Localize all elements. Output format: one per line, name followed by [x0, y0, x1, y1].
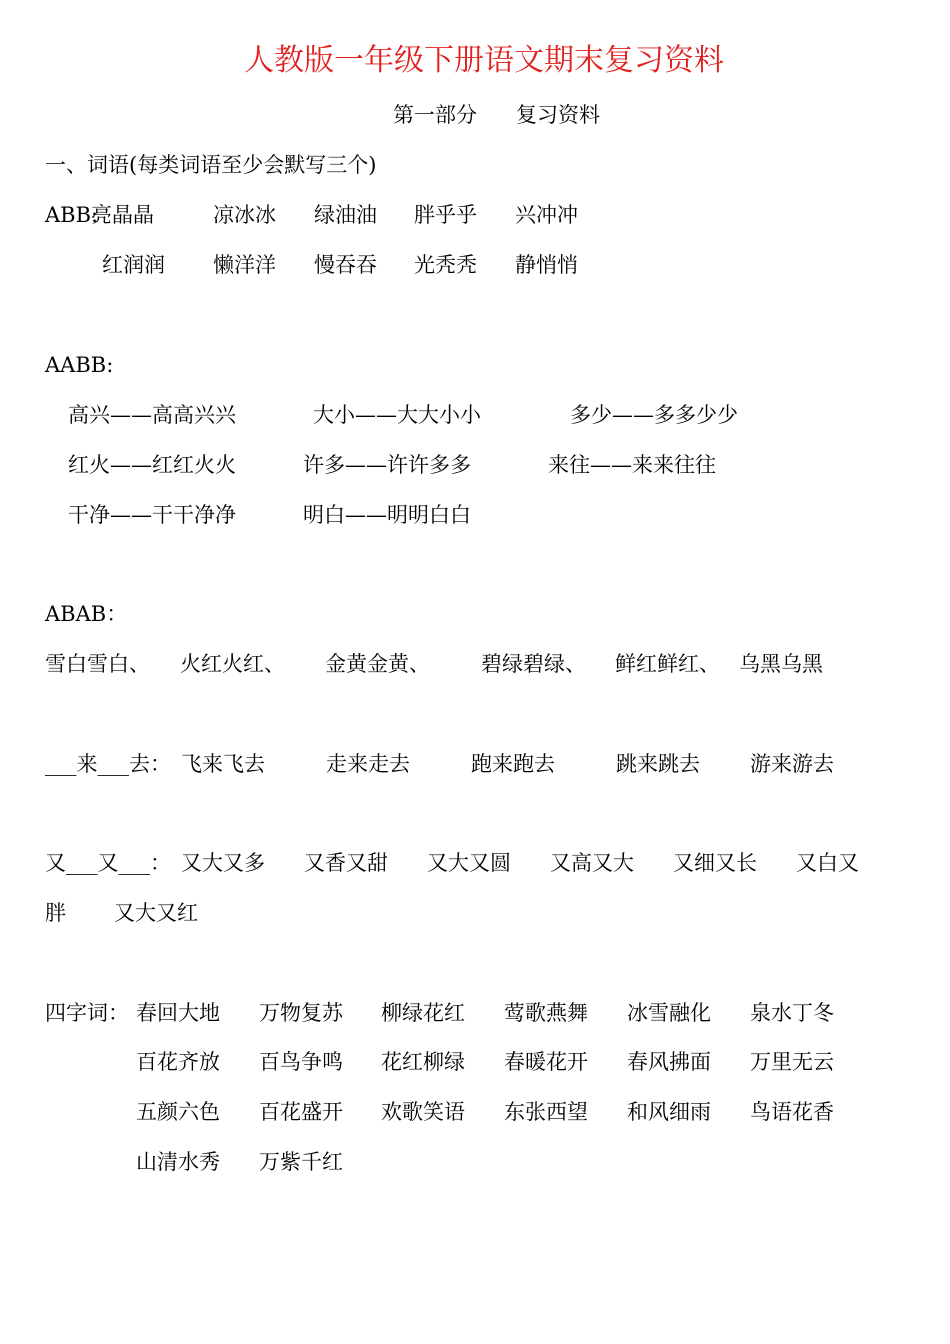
- part-heading: 第一部分: [393, 103, 477, 127]
- you-you-word: 又香又甜: [304, 851, 388, 875]
- abb-label: ABB:: [45, 203, 99, 227]
- abab-word: 碧绿碧绿、: [481, 652, 586, 676]
- four-char-word: 欢歌笑语: [381, 1100, 465, 1124]
- four-char-word: 东张西望: [504, 1100, 588, 1124]
- you-you-word: 又高又大: [550, 851, 634, 875]
- lai-qu-word: 跑来跑去: [471, 752, 555, 776]
- you-you-word: 又白又: [796, 851, 859, 875]
- abb-word: 绿油油: [314, 203, 377, 227]
- you-you-label: 又___又___：: [45, 851, 171, 875]
- lai-qu-word: 飞来飞去: [181, 752, 265, 776]
- you-you-word: 又大又红: [114, 901, 198, 925]
- four-char-word: 泉水丁冬: [750, 1001, 834, 1025]
- four-char-word: 花红柳绿: [381, 1050, 465, 1074]
- four-char-word: 春暖花开: [504, 1050, 588, 1074]
- four-char-word: 百花齐放: [136, 1050, 220, 1074]
- you-you-word: 又细又长: [673, 851, 757, 875]
- aabb-pair: 许多——许许多多: [303, 453, 471, 477]
- four-char-word: 万物复苏: [259, 1001, 343, 1025]
- four-char-label: 四字词：: [45, 1001, 129, 1025]
- abab-word: 金黄金黄、: [325, 652, 430, 676]
- abb-word: 胖乎乎: [414, 203, 477, 227]
- you-you-word: 又大又多: [181, 851, 265, 875]
- four-char-word: 春回大地: [136, 1001, 220, 1025]
- aabb-pair: 大小——大大小小: [313, 403, 481, 427]
- abab-word: 鲜红鲜红、: [615, 652, 720, 676]
- aabb-pair: 高兴——高高兴兴: [68, 403, 236, 427]
- four-char-word: 百花盛开: [259, 1100, 343, 1124]
- document-title: 人教版一年级下册语文期末复习资料: [244, 43, 724, 78]
- four-char-word: 和风细雨: [627, 1100, 711, 1124]
- abb-word: 静悄悄: [515, 253, 578, 277]
- abb-word: 慢吞吞: [314, 253, 377, 277]
- aabb-pair: 多少——多多少少: [570, 403, 738, 427]
- lai-qu-word: 走来走去: [326, 752, 410, 776]
- four-char-word: 莺歌燕舞: [504, 1001, 588, 1025]
- aabb-pair: 明白——明明白白: [303, 503, 471, 527]
- abab-word: 火红火红、: [180, 652, 285, 676]
- four-char-word: 百鸟争鸣: [259, 1050, 343, 1074]
- aabb-pair: 红火——红红火火: [68, 453, 236, 477]
- four-char-word: 冰雪融化: [627, 1001, 711, 1025]
- lai-qu-label: ___来___去：: [45, 752, 171, 776]
- lai-qu-word: 跳来跳去: [616, 752, 700, 776]
- abab-word: 雪白雪白、: [45, 652, 150, 676]
- four-char-word: 万里无云: [750, 1050, 834, 1074]
- you-you-word: 胖: [45, 901, 66, 925]
- aabb-pair: 来往——来来往往: [548, 453, 716, 477]
- abb-word: 亮晶晶: [91, 203, 154, 227]
- section-heading: 一、词语(每类词语至少会默写三个): [45, 153, 377, 177]
- abb-word: 光秃秃: [414, 253, 477, 277]
- four-char-word: 山清水秀: [136, 1150, 220, 1174]
- abb-word: 兴冲冲: [515, 203, 578, 227]
- four-char-word: 万紫千红: [259, 1150, 343, 1174]
- lai-qu-word: 游来游去: [750, 752, 834, 776]
- abb-word: 懒洋洋: [213, 253, 276, 277]
- part-subheading: 复习资料: [516, 103, 600, 127]
- abab-label: ABAB：: [45, 602, 128, 626]
- abb-word: 凉冰冰: [213, 203, 276, 227]
- four-char-word: 柳绿花红: [381, 1001, 465, 1025]
- you-you-word: 又大又圆: [427, 851, 511, 875]
- abb-word: 红润润: [102, 253, 165, 277]
- four-char-word: 鸟语花香: [750, 1100, 834, 1124]
- aabb-label: AABB:: [45, 353, 114, 377]
- four-char-word: 五颜六色: [136, 1100, 220, 1124]
- four-char-word: 春风拂面: [627, 1050, 711, 1074]
- abab-word: 乌黑乌黑: [739, 652, 823, 676]
- aabb-pair: 干净——干干净净: [68, 503, 236, 527]
